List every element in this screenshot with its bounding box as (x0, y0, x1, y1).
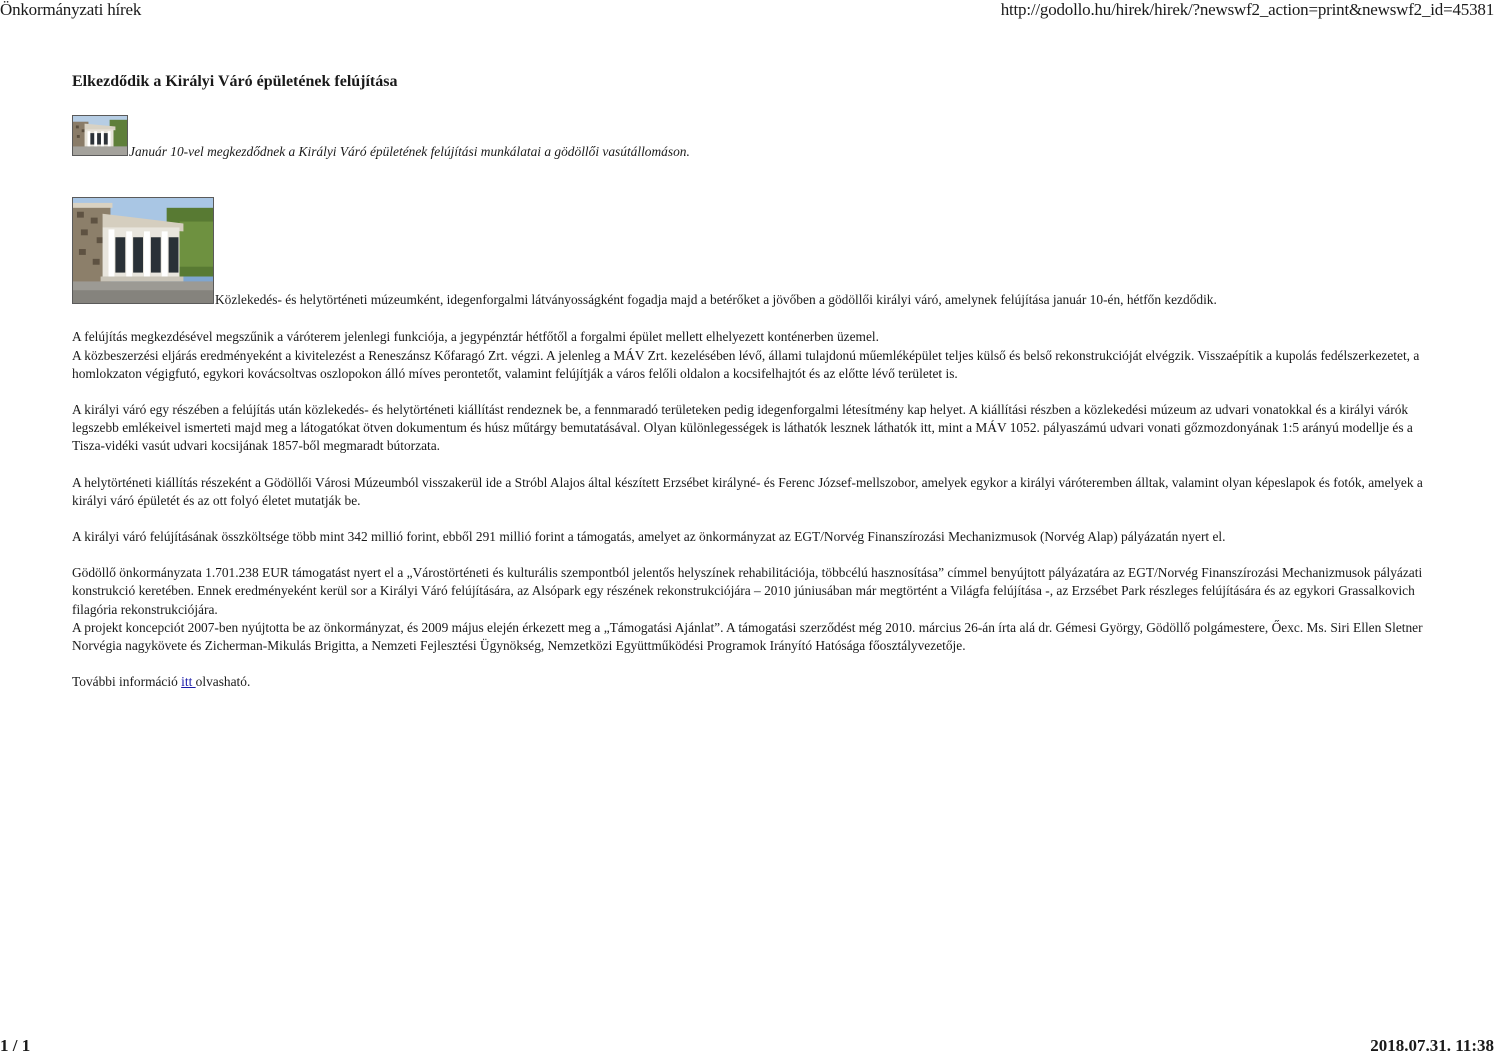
more-info-suffix: olvasható. (195, 674, 251, 690)
article-headline: Elkezdődik a Királyi Váró épületének felújítása (72, 73, 398, 90)
paragraph-1-line-1: A felújítás megkezdésével megszűnik a váróterem jelenlegi funkciója, a jegypénztár hétfőtől a forgalmi épület mellett elhelyezett konténerben üzemel. (72, 329, 879, 345)
paragraph-2: A királyi váró egy részében a felújítás után közlekedés- és helytörténeti kiállítást rendeznek be, a fennmaradó területeken pedig idegenforgalmi létesítmény kap helyet. A kiállítási részben a közlekedési múzeum az udvari vonatokkal és a királyi várók legszebb emlékeivel ismerteti majd meg a látogatókat ötven dokumentum és húsz műtárgy bemutatásával. Olyan különlegességek is láthatók lesznek láthatók itt, mint a MÁV 1052. pályaszámú udvari vonati gőzmozdonyának 1:5 arányú modellje és a Tisza-vidéki vasút udvari kocsijának 1857-ből megmaradt bútorzata. (72, 402, 1413, 454)
paragraph-4: A királyi váró felújításának összköltsége több mint 342 millió forint, ebből 291 millió forint a támogatás, amelyet az önkormányzat az EGT/Norvég Finanszírozási Mechanizmusok (Norvég Alap) pályázatán nyert el. (72, 529, 1226, 545)
print-header-title: Önkormányzati hírek (0, 0, 142, 19)
lead-thumbnail-image (72, 115, 128, 156)
article-intro (72, 197, 1427, 309)
paragraph-1-line-2: A közbeszerzési eljárás eredményeként a kivitelezést a Reneszánsz Kőfaragó Zrt. végzi. A jelenleg a MÁV Zrt. kezelésében lévő, állami tulajdonú műemléképület teljes külső és belső rekonstrukcióját elvégzik. Visszaépítik a kupolás fedélszerkezetet, a homlokzaton végigfutó, egykori kovácsoltvas oszlopokon álló míves perontetőt, valamint felújítják a város felőli oldalon a kocsifelhajtót és az előtte lévő területet is. (72, 347, 1420, 381)
article-photo-image (72, 197, 214, 304)
article-lead (72, 115, 1427, 161)
paragraph-5-line-1: Gödöllő önkormányzata 1.701.238 EUR támogatást nyert el a „Várostörténeti és kulturális szempontból jelentős helyszínek rehabilitációja, többcélú hasznosítása” címmel benyújtott pályázatára az EGT/Norvég Finanszírozási Mechanizmusok pályázati konstrukció keretében. Ennek eredményeként kerül sor a Királyi Váró felújítására, az Alsópark egy részének rekonstrukciójára – 2010 júniusában már megtörtént a Világfa felújítása -, az Erzsébet Park részleges felújítására és az egykori Grassalkovich filagória rekonstrukciójára. (72, 565, 1423, 617)
lead-text: Január 10-vel megkezdődnek a Királyi Váró épületének felújítási munkálatai a gödöllői vasútállomáson. (129, 144, 690, 159)
intro-text: Közlekedés- és helytörténeti múzeumként, idegenforgalmi látványosságként fogadja majd a betérőket a jövőben a gödöllői királyi váró, amelynek felújítása január 10-én, hétfőn kezdődik. (215, 292, 1217, 308)
more-info-link[interactable]: itt (181, 674, 196, 690)
more-info-prefix: További információ (72, 674, 182, 690)
more-info (72, 673, 1427, 691)
print-header-url: http://godollo.hu/hirek/hirek/?newswf2_action=print&newswf2_id=45381 (1000, 0, 1494, 19)
paragraph-5 (72, 564, 1427, 655)
paragraph-3: A helytörténeti kiállítás részeként a Gödöllői Városi Múzeumból visszakerül ide a Stróbl Alajos által készített Erzsébet királyné- és Ferenc József-mellszobor, amelyek egykor a királyi váróteremben álltak, valamint olyan képeslapok és fotók, amelyek a királyi váró épületét és az ott folyó életet mutatják be. (72, 474, 1423, 508)
paragraph-1 (72, 328, 1427, 383)
print-footer-page-number: 1 / 1 (0, 1036, 31, 1055)
article (72, 72, 1427, 691)
paragraph-5-line-2: A projekt koncepciót 2007-ben nyújtotta be az önkormányzat, és 2009 május elején érkezett meg a „Támogatási Ajánlat”. A támogatási szerződést még 2010. március 26-án írta alá dr. Gémesi György, Gödöllő polgámestere, Őexc. Ms. Siri Ellen Sletner Norvégia nagykövete és Zicherman-Mikulás Brigitta, a Nemzeti Fejlesztési Ügynökség, Nemzetközi Együttműködési Programok Irányító Hatósága főosztályvezetője. (72, 619, 1423, 654)
print-footer-datetime: 2018.07.31. 11:38 (1370, 1036, 1494, 1055)
